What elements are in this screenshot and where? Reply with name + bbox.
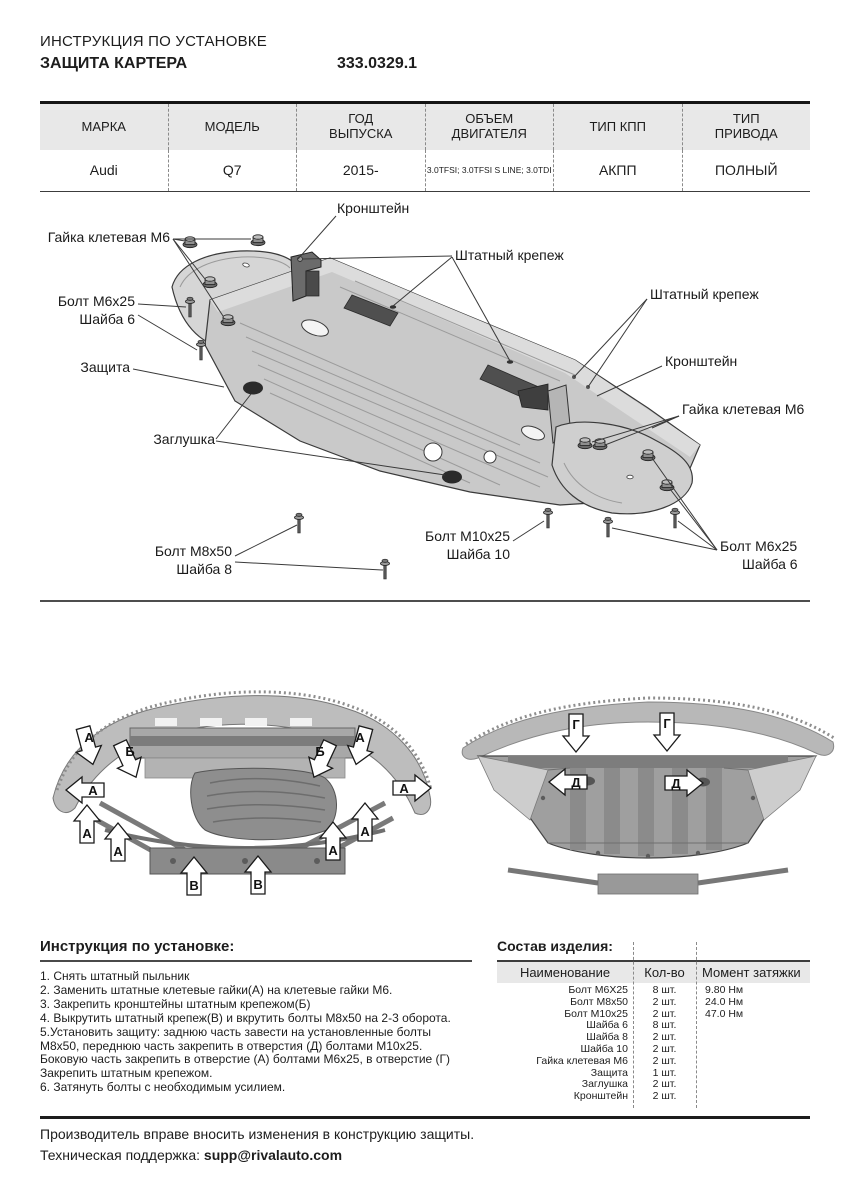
parts-row: Болт М8х50 2 шт. 24.0 Нм [570, 995, 744, 1008]
spec-value-engine: 3.0TFSI; 3.0TFSI S LINE; 3.0TDI [426, 150, 555, 191]
document-type: ИНСТРУКЦИЯ ПО УСТАНОВКЕ [40, 33, 267, 50]
footer-divider [40, 1116, 810, 1119]
parts-row: Защита 1 шт. [590, 1066, 677, 1079]
parts-rows [497, 985, 810, 1103]
callout-a-up-arrow [74, 805, 100, 843]
parts-list-section [497, 938, 810, 1103]
diagram-label-cage-nut-left: Гайка клетевая М6 [47, 229, 170, 245]
diagram-label-washer-10: Шайба 10 [446, 546, 510, 562]
svg-text:А: А [84, 730, 94, 745]
svg-text:А: А [328, 843, 338, 858]
instruction-step: 2. Заменить штатные клетевые гайки(А) на клетевые гайки М6. [40, 983, 393, 997]
svg-text:А: А [360, 824, 370, 839]
diagram-label-washer-6-right: Шайба 6 [742, 556, 798, 572]
instruction-step: 3. Закрепить кронштейны штатным крепежом(Б) [40, 997, 311, 1011]
installation-instructions-section [40, 938, 472, 1095]
svg-text:В: В [189, 878, 199, 893]
product-title: ЗАЩИТА КАРТЕРА [40, 55, 188, 72]
photo-front-view [45, 678, 440, 896]
spec-header-drive: ТИП ПРИВОДА [714, 111, 778, 141]
part-number: 333.0329.1 [337, 55, 418, 72]
instruction-step: 6. Затянуть болты с необходимым усилием. [40, 1079, 286, 1094]
diagram-label-washer-8: Шайба 8 [176, 561, 232, 577]
svg-text:А: А [113, 844, 123, 859]
parts-row: Кронштейн 2 шт. [573, 1090, 677, 1103]
plug-right-shape [442, 471, 462, 484]
diagram-label-bolt-m10: Болт М10х25 [425, 528, 510, 544]
spec-header-year: ГОД ВЫПУСКА [297, 104, 426, 150]
parts-row: Заглушка 2 шт. [581, 1078, 677, 1091]
diagram-label-bolt-m6-right: Болт М6х25 [720, 538, 798, 554]
plug-left-shape [243, 382, 263, 395]
instructions-title: Инструкция по установке: [40, 938, 235, 955]
diagram-label-stock-fastener-top: Штатный крепеж [455, 247, 564, 263]
section-divider [40, 600, 810, 602]
parts-row: Болт М10х25 2 шт. 47.0 Нм [564, 1007, 744, 1020]
support-label: Техническая поддержка: [40, 1147, 201, 1163]
svg-text:А: А [355, 730, 365, 745]
spec-header-model: МОДЕЛЬ [169, 104, 298, 150]
svg-text:В: В [253, 877, 263, 892]
svg-text:Д: Д [671, 776, 681, 791]
svg-text:А: А [82, 826, 92, 841]
parts-header-qty: Кол-во [644, 965, 685, 980]
spec-header-gearbox: ТИП КПП [554, 104, 683, 150]
instruction-step: 1. Снять штатный пыльник [40, 969, 190, 983]
parts-row: Шайба 10 2 шт. [580, 1042, 677, 1055]
svg-text:А: А [88, 783, 98, 798]
photo-installed-view [448, 678, 845, 896]
diagram-label-plug: Заглушка [153, 431, 215, 447]
diagram-label-bracket-top: Кронштейн [337, 200, 410, 216]
spec-value-model: Q7 [169, 150, 298, 191]
parts-header-torque: Момент затяжки [702, 965, 801, 980]
parts-header-name: Наименование [519, 965, 611, 980]
spec-header-brand: МАРКА [40, 104, 169, 150]
svg-text:Д: Д [571, 775, 581, 790]
svg-text:А: А [399, 781, 409, 796]
svg-text:Б: Б [315, 744, 325, 759]
vehicle-spec-table [40, 101, 810, 192]
spec-value-brand: Audi [40, 150, 169, 191]
support-email: supp@rivalauto.com [203, 1147, 343, 1163]
document-header [40, 33, 810, 73]
bumper-shape [462, 702, 833, 759]
svg-text:Б: Б [125, 744, 135, 759]
diagram-label-bolt-m8: Болт М8х50 [154, 543, 232, 559]
diagram-label-cage-nut-right: Гайка клетевая М6 [682, 401, 805, 417]
diagram-label-bracket-right: Кронштейн [665, 353, 738, 369]
diagram-label-bolt-m6-left: Болт М6х25 [57, 293, 135, 309]
diagram-label-washer-6-left: Шайба 6 [79, 311, 135, 327]
footer-disclaimer: Производитель вправе вносить изменения в конструкцию защиты. [40, 1126, 475, 1142]
instruction-step: 4. Выкрутить штатный крепеж(В) и вкрутить болты М8х50 на 2-3 оборота. [40, 1011, 451, 1025]
instructions-title-rule [40, 960, 472, 962]
parts-table-divider [696, 942, 697, 1108]
svg-text:Г: Г [572, 717, 580, 732]
parts-row: Гайка клетевая М6 2 шт. [536, 1054, 677, 1067]
parts-header-row [497, 962, 810, 983]
parts-table-divider [633, 942, 634, 1108]
parts-row: Болт М6Х25 8 шт. 9.80 Нм [568, 984, 744, 996]
instruction-step: 5.Установить защиту: заднюю часть завести на установленные болты М8х50, переднюю часть закрепить в отверстия (Д) болтами М10х25. Боковую часть закрепить в отверстие (А) болтами М6х25, в отверстие (Г) Закрепить штатным крепежом. [40, 1025, 451, 1080]
svg-text:Г: Г [663, 716, 671, 731]
spec-header-row [40, 104, 810, 150]
parts-row: Шайба 6 8 шт. [586, 1019, 677, 1032]
spec-data-row [40, 150, 810, 191]
parts-title: Состав изделия: [497, 938, 613, 954]
diagram-label-shield: Защита [80, 359, 130, 375]
diagram-label-stock-fastener-right: Штатный крепеж [650, 286, 759, 302]
exploded-parts-diagram [0, 195, 849, 605]
spec-value-drive: ПОЛНЫЙ [714, 162, 778, 179]
spec-header-engine: ОБЪЕМ ДВИГАТЕЛЯ [426, 104, 555, 150]
parts-row: Шайба 8 2 шт. [586, 1031, 677, 1044]
instructions-steps [40, 970, 472, 1094]
spec-value-year: 2015- [297, 150, 426, 191]
document-footer [40, 1126, 810, 1163]
spec-value-gearbox: АКПП [554, 150, 683, 191]
